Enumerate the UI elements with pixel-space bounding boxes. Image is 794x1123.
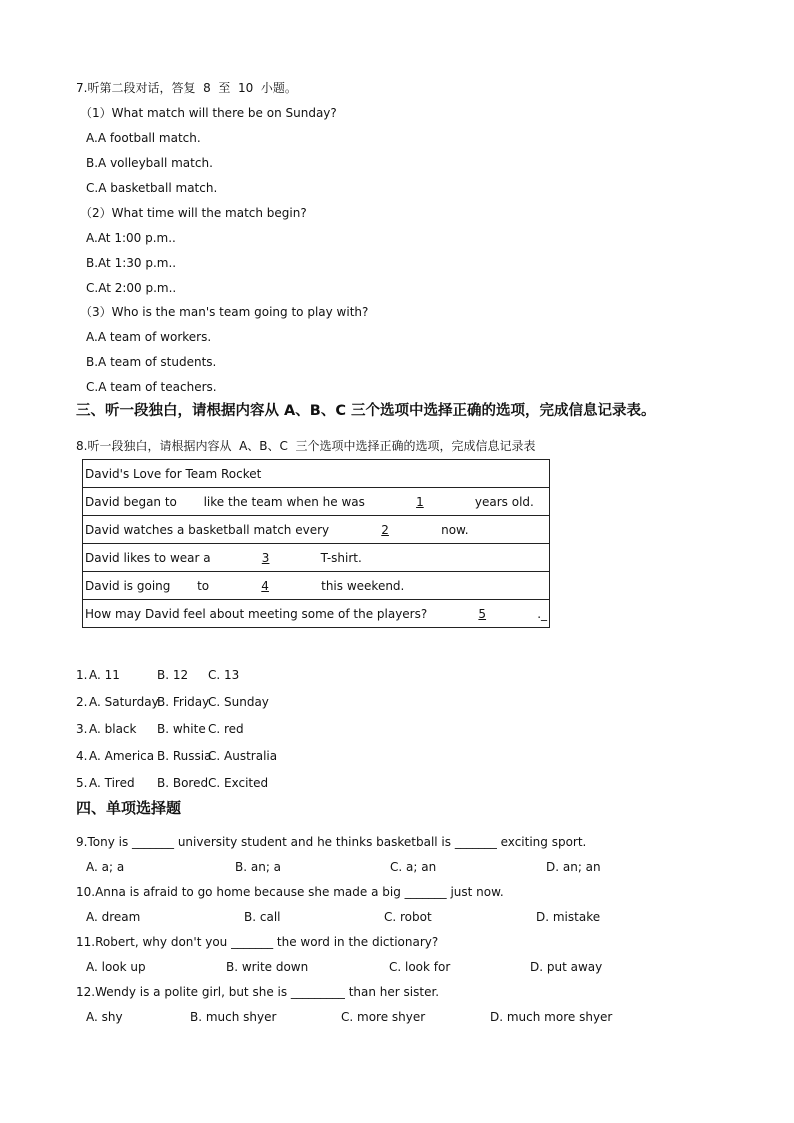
- q11-option-a[interactable]: A. look up: [86, 960, 146, 974]
- answer-5-a[interactable]: A. Tired: [89, 776, 135, 790]
- answer-blank[interactable]: 4: [261, 578, 269, 593]
- q12-option-a[interactable]: A. shy: [86, 1010, 123, 1024]
- row-text-before: David watches a basketball match every: [85, 522, 330, 537]
- q7-intro: 7.听第二段对话，答复 8 至 10 小题。: [76, 81, 297, 95]
- table-row: [83, 544, 550, 572]
- answer-3-c[interactable]: C. red: [208, 722, 244, 736]
- q12-option-b[interactable]: B. much shyer: [190, 1010, 277, 1024]
- row-text-before: David began to like the team when he was: [85, 494, 365, 509]
- q2-option-c[interactable]: C.At 2:00 p.m..: [86, 281, 177, 295]
- q2-option-a[interactable]: A.At 1:00 p.m..: [86, 231, 176, 245]
- q11-option-d[interactable]: D. put away: [530, 960, 603, 974]
- row-text-after: this weekend.: [321, 578, 405, 593]
- answer-blank[interactable]: 5: [478, 606, 487, 621]
- row-text-before: How may David feel about meeting some of the players?: [85, 606, 428, 621]
- answer-1-a[interactable]: A. 11: [89, 668, 120, 682]
- table-row: [83, 460, 550, 488]
- q9-stem: 9.Tony is _______ university student and he thinks basketball is _______ exciting sport.: [76, 835, 587, 849]
- table-row: [83, 488, 550, 516]
- answer-blank[interactable]: 3: [261, 550, 270, 565]
- q9-option-a[interactable]: A. a; a: [86, 860, 125, 874]
- q3-stem: （3）Who is the man's team going to play with?: [80, 305, 369, 319]
- q10-stem: 10.Anna is afraid to go home because she made a big _______ just now.: [76, 885, 504, 899]
- section4-heading: 四、单项选择题: [76, 799, 182, 817]
- row-text-before: David is going to: [85, 578, 210, 593]
- answer-4-c[interactable]: C. Australia: [208, 749, 278, 763]
- answer-num-1: 1.: [76, 668, 88, 682]
- answer-2-c[interactable]: C. Sunday: [208, 695, 269, 709]
- answer-3-a[interactable]: A. black: [89, 722, 137, 736]
- row-text-before: David likes to wear a: [85, 550, 211, 565]
- q10-option-a[interactable]: A. dream: [86, 910, 141, 924]
- table-row: [83, 516, 550, 544]
- answer-4-a[interactable]: A. America: [89, 749, 155, 763]
- q3-option-b[interactable]: B.A team of students.: [86, 355, 217, 369]
- q12-option-c[interactable]: C. more shyer: [341, 1010, 426, 1024]
- q1-option-a[interactable]: A.A football match.: [86, 131, 201, 145]
- row-text-after: T-shirt.: [320, 550, 362, 565]
- answer-num-2: 2.: [76, 695, 88, 709]
- answer-5-c[interactable]: C. Excited: [208, 776, 269, 790]
- answer-blank[interactable]: 1: [416, 494, 424, 509]
- q12-option-d[interactable]: D. much more shyer: [490, 1010, 613, 1024]
- q1-stem: （1）What match will there be on Sunday?: [80, 106, 337, 120]
- answer-num-3: 3.: [76, 722, 88, 736]
- q1-option-b[interactable]: B.A volleyball match.: [86, 156, 213, 170]
- row-text-after: ._: [537, 606, 548, 621]
- q2-option-b[interactable]: B.At 1:30 p.m..: [86, 256, 177, 270]
- q10-option-c[interactable]: C. robot: [384, 910, 432, 924]
- info-record-table: [82, 459, 550, 628]
- row-text-after: years old.: [474, 494, 534, 509]
- answer-3-b[interactable]: B. white: [157, 722, 206, 736]
- q11-option-b[interactable]: B. write down: [226, 960, 309, 974]
- q12-stem: 12.Wendy is a polite girl, but she is _________ than her sister.: [76, 985, 440, 999]
- q8-intro: 8.听一段独白，请根据内容从 A、B、C 三个选项中选择正确的选项，完成信息记录表: [76, 439, 536, 453]
- answer-2-b[interactable]: B. Friday: [157, 695, 210, 709]
- q3-option-a[interactable]: A.A team of workers.: [86, 330, 212, 344]
- answer-5-b[interactable]: B. Bored: [157, 776, 209, 790]
- answer-num-4: 4.: [76, 749, 88, 763]
- q3-option-c[interactable]: C.A team of teachers.: [86, 380, 217, 394]
- table-row: [83, 572, 550, 600]
- table-title: David's Love for Team Rocket: [83, 460, 550, 488]
- answer-2-a[interactable]: A. Saturday: [89, 695, 159, 709]
- answer-1-b[interactable]: B. 12: [157, 668, 189, 682]
- answer-num-5: 5.: [76, 776, 88, 790]
- answer-blank[interactable]: 2: [381, 522, 389, 537]
- q11-option-c[interactable]: C. look for: [389, 960, 451, 974]
- answer-1-c[interactable]: C. 13: [208, 668, 240, 682]
- row-text-after: now.: [441, 522, 469, 537]
- q9-option-d[interactable]: D. an; an: [546, 860, 601, 874]
- q9-option-b[interactable]: B. an; a: [235, 860, 282, 874]
- q11-stem: 11.Robert, why don't you _______ the word in the dictionary?: [76, 935, 439, 949]
- q2-stem: （2）What time will the match begin?: [80, 206, 307, 220]
- q9-option-c[interactable]: C. a; an: [390, 860, 437, 874]
- q10-option-b[interactable]: B. call: [244, 910, 281, 924]
- table-row: [83, 600, 550, 628]
- q10-option-d[interactable]: D. mistake: [536, 910, 601, 924]
- section3-heading: 三、听一段独白，请根据内容从 A、B、C 三个选项中选择正确的选项，完成信息记录表。: [76, 403, 656, 419]
- answer-4-b[interactable]: B. Russia: [157, 749, 212, 763]
- q1-option-c[interactable]: C.A basketball match.: [86, 181, 218, 195]
